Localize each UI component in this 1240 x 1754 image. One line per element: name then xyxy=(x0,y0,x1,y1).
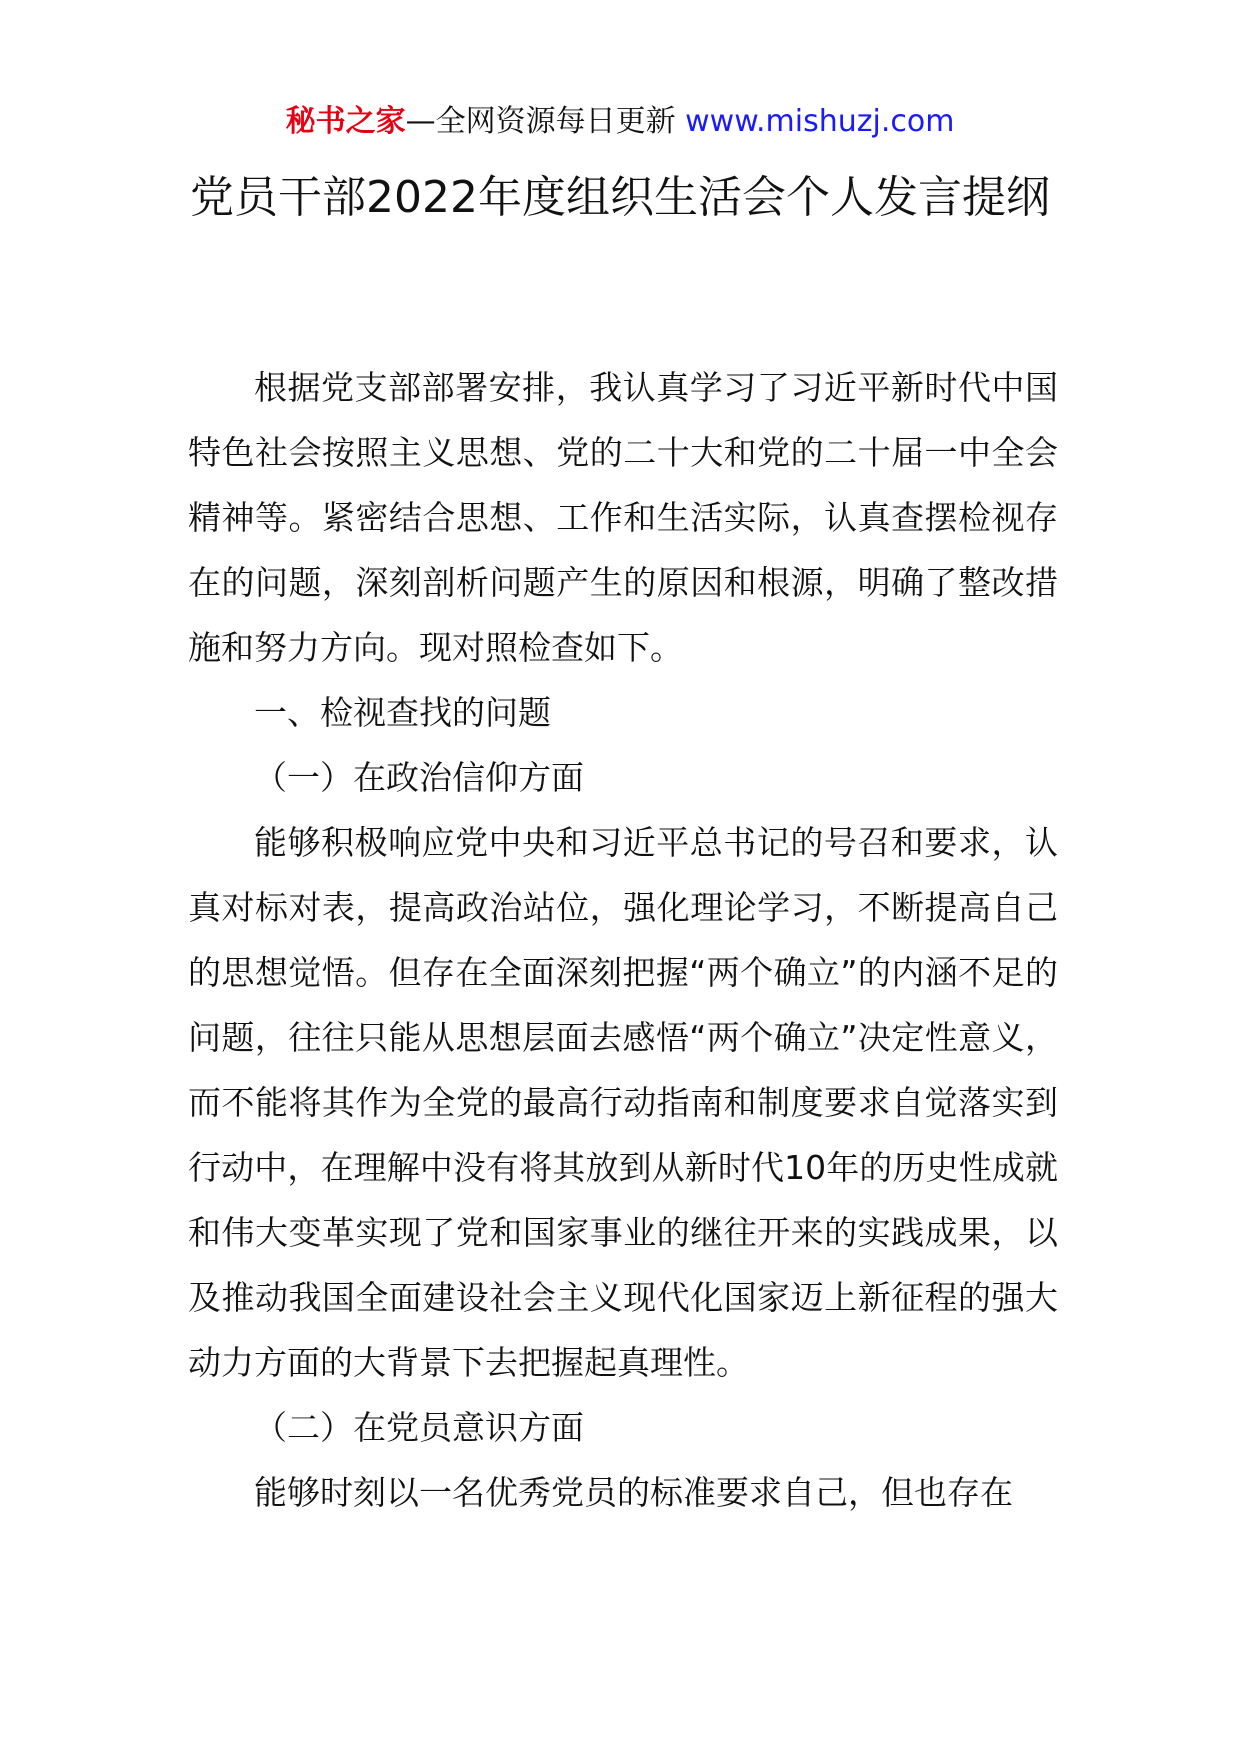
banner-site-link[interactable]: www.mishuzj.com xyxy=(685,104,955,139)
intro-paragraph: 根据党支部部署安排，我认真学习了习近平新时代中国特色社会按照主义思想、党的二十大和党的二十届一中全会精神等。紧密结合思想、工作和生活实际，认真查摆检视存在的问题，深刻剖析问题产生的原因和根源，明确了整改措施和努力方向。现对照检查如下。 xyxy=(188,368,1058,667)
banner-tagline: —全网资源每日更新 xyxy=(405,104,686,139)
subsection-heading: （二）在党员意识方面 xyxy=(254,1408,584,1447)
body-paragraph: 能够积极响应党中央和习近平总书记的号召和要求，认真对标对表，提高政治站位，强化理论学习，不断提高自己的思想觉悟。但存在全面深刻把握“两个确立”的内涵不足的问题，往往只能从思想层面去感悟“两个确立”决定性意义，而不能将其作为全党的最高行动指南和制度要求自觉落实到行动中，在理解中没有将其放到从新时代10年的历史性成就和伟大变革实现了党和国家事业的继往开来的实践成果，以及推动我国全面建设社会主义现代化国家迈上新征程的强大动力方面的大背景下去把握起真理性。 xyxy=(188,823,1058,1382)
document-body xyxy=(188,355,1058,1525)
site-banner xyxy=(0,102,1240,142)
section-heading: 一、检视查找的问题 xyxy=(254,693,551,732)
body-paragraph: 能够时刻以一名优秀党员的标准要求自己，但也存在 xyxy=(254,1473,1013,1512)
subsection-heading: （一）在政治信仰方面 xyxy=(254,758,584,797)
document-title: 党员干部2022年度组织生活会个人发言提纲 xyxy=(190,172,1050,223)
banner-brand: 秘书之家 xyxy=(285,104,406,139)
